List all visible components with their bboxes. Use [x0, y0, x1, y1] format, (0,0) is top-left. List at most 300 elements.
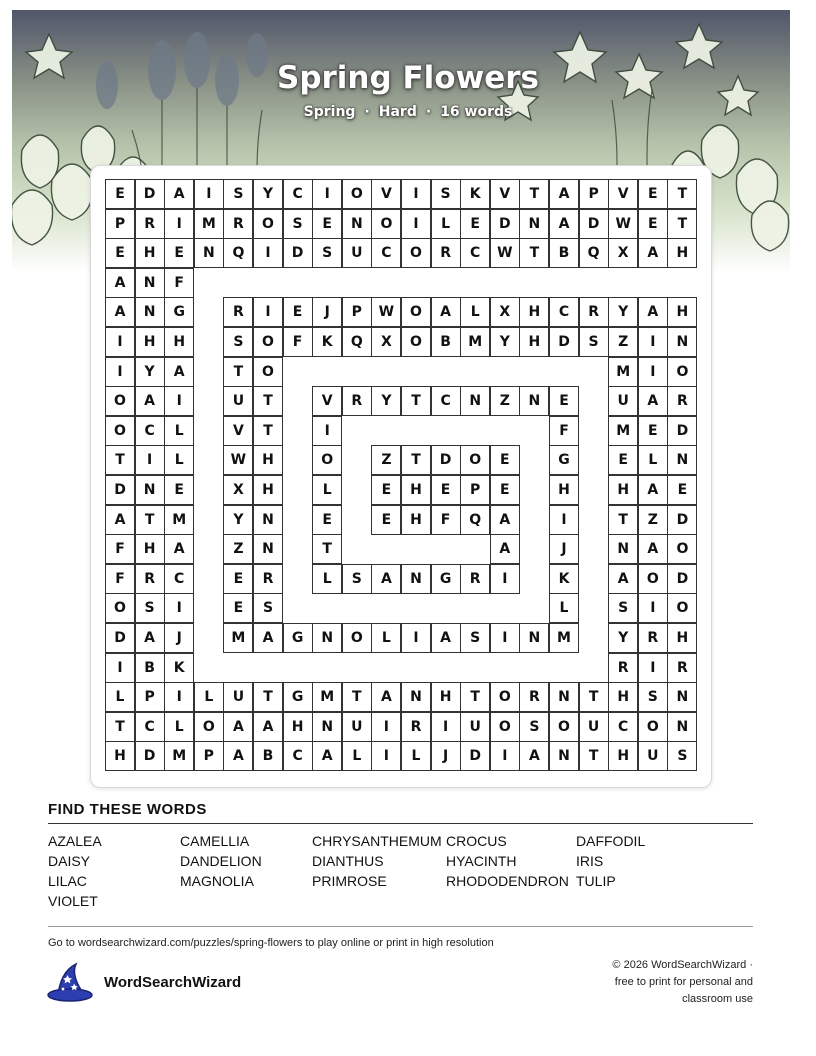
grid-cell[interactable]: O: [371, 209, 401, 239]
grid-cell[interactable]: R: [401, 712, 431, 742]
grid-cell[interactable]: I: [253, 297, 283, 327]
grid-cell[interactable]: K: [549, 564, 579, 594]
grid-cell[interactable]: O: [638, 712, 668, 742]
grid-cell[interactable]: A: [105, 268, 135, 298]
grid-cell[interactable]: U: [342, 238, 372, 268]
grid-cell[interactable]: C: [431, 386, 461, 416]
grid-cell[interactable]: D: [431, 445, 461, 475]
grid-cell[interactable]: H: [667, 623, 697, 653]
grid-cell[interactable]: Q: [460, 505, 490, 535]
grid-cell[interactable]: I: [401, 209, 431, 239]
grid-cell[interactable]: H: [253, 445, 283, 475]
grid-cell[interactable]: C: [608, 712, 638, 742]
grid-cell[interactable]: I: [164, 386, 194, 416]
grid-cell[interactable]: T: [401, 445, 431, 475]
grid-cell[interactable]: P: [135, 682, 165, 712]
grid-cell[interactable]: D: [135, 741, 165, 771]
grid-cell[interactable]: R: [135, 564, 165, 594]
grid-cell[interactable]: N: [460, 386, 490, 416]
grid-cell[interactable]: A: [371, 682, 401, 712]
grid-cell[interactable]: R: [638, 623, 668, 653]
grid-cell[interactable]: T: [135, 505, 165, 535]
grid-cell[interactable]: O: [460, 445, 490, 475]
grid-cell[interactable]: O: [253, 327, 283, 357]
grid-cell[interactable]: S: [283, 209, 313, 239]
grid-cell[interactable]: X: [223, 475, 253, 505]
grid-cell[interactable]: V: [371, 179, 401, 209]
grid-cell[interactable]: Q: [579, 238, 609, 268]
grid-cell[interactable]: N: [401, 682, 431, 712]
grid-cell[interactable]: A: [253, 712, 283, 742]
grid-cell[interactable]: S: [223, 327, 253, 357]
grid-cell[interactable]: B: [549, 238, 579, 268]
grid-cell[interactable]: D: [460, 741, 490, 771]
grid-cell[interactable]: D: [667, 416, 697, 446]
grid-cell[interactable]: F: [164, 268, 194, 298]
grid-cell[interactable]: A: [371, 564, 401, 594]
grid-cell[interactable]: A: [253, 623, 283, 653]
grid-cell[interactable]: V: [223, 416, 253, 446]
grid-cell[interactable]: I: [638, 653, 668, 683]
grid-cell[interactable]: R: [342, 386, 372, 416]
grid-cell[interactable]: E: [549, 386, 579, 416]
grid-cell[interactable]: T: [608, 505, 638, 535]
grid-cell[interactable]: T: [312, 534, 342, 564]
grid-cell[interactable]: O: [105, 416, 135, 446]
grid-cell[interactable]: L: [401, 741, 431, 771]
grid-cell[interactable]: T: [223, 357, 253, 387]
grid-cell[interactable]: Y: [223, 505, 253, 535]
grid-cell[interactable]: W: [223, 445, 253, 475]
grid-cell[interactable]: R: [579, 297, 609, 327]
grid-cell[interactable]: P: [579, 179, 609, 209]
grid-cell[interactable]: I: [371, 741, 401, 771]
grid-cell[interactable]: J: [312, 297, 342, 327]
grid-cell[interactable]: L: [431, 209, 461, 239]
grid-cell[interactable]: I: [490, 564, 520, 594]
grid-cell[interactable]: S: [253, 593, 283, 623]
grid-cell[interactable]: N: [312, 623, 342, 653]
grid-cell[interactable]: I: [638, 357, 668, 387]
grid-cell[interactable]: I: [164, 593, 194, 623]
grid-cell[interactable]: N: [401, 564, 431, 594]
grid-cell[interactable]: M: [608, 416, 638, 446]
grid-cell[interactable]: Y: [490, 327, 520, 357]
grid-cell[interactable]: P: [105, 209, 135, 239]
grid-cell[interactable]: H: [431, 682, 461, 712]
grid-cell[interactable]: R: [460, 564, 490, 594]
grid-cell[interactable]: A: [223, 712, 253, 742]
grid-cell[interactable]: T: [519, 179, 549, 209]
grid-cell[interactable]: H: [164, 327, 194, 357]
grid-cell[interactable]: E: [105, 179, 135, 209]
grid-cell[interactable]: O: [105, 593, 135, 623]
grid-cell[interactable]: K: [164, 653, 194, 683]
grid-cell[interactable]: N: [549, 741, 579, 771]
grid-cell[interactable]: G: [283, 623, 313, 653]
grid-cell[interactable]: E: [460, 209, 490, 239]
grid-cell[interactable]: N: [312, 712, 342, 742]
grid-cell[interactable]: I: [312, 416, 342, 446]
grid-cell[interactable]: A: [164, 357, 194, 387]
grid-cell[interactable]: L: [164, 416, 194, 446]
grid-cell[interactable]: T: [401, 386, 431, 416]
grid-cell[interactable]: A: [519, 741, 549, 771]
grid-cell[interactable]: C: [371, 238, 401, 268]
grid-cell[interactable]: T: [342, 682, 372, 712]
grid-cell[interactable]: E: [490, 445, 520, 475]
grid-cell[interactable]: N: [667, 327, 697, 357]
grid-cell[interactable]: S: [460, 623, 490, 653]
grid-cell[interactable]: C: [283, 741, 313, 771]
grid-cell[interactable]: A: [164, 179, 194, 209]
grid-cell[interactable]: L: [164, 445, 194, 475]
grid-cell[interactable]: T: [105, 712, 135, 742]
grid-cell[interactable]: L: [312, 475, 342, 505]
grid-cell[interactable]: N: [667, 712, 697, 742]
grid-cell[interactable]: E: [283, 297, 313, 327]
grid-cell[interactable]: F: [431, 505, 461, 535]
grid-cell[interactable]: G: [549, 445, 579, 475]
grid-cell[interactable]: A: [608, 564, 638, 594]
grid-cell[interactable]: A: [638, 297, 668, 327]
grid-cell[interactable]: M: [164, 741, 194, 771]
grid-cell[interactable]: A: [135, 386, 165, 416]
grid-cell[interactable]: M: [460, 327, 490, 357]
grid-cell[interactable]: D: [667, 505, 697, 535]
grid-cell[interactable]: L: [194, 682, 224, 712]
grid-cell[interactable]: N: [135, 297, 165, 327]
grid-cell[interactable]: L: [312, 564, 342, 594]
grid-cell[interactable]: J: [164, 623, 194, 653]
grid-cell[interactable]: H: [667, 238, 697, 268]
grid-cell[interactable]: N: [194, 238, 224, 268]
grid-cell[interactable]: L: [105, 682, 135, 712]
grid-cell[interactable]: A: [549, 179, 579, 209]
grid-cell[interactable]: O: [312, 445, 342, 475]
grid-cell[interactable]: I: [549, 505, 579, 535]
grid-cell[interactable]: F: [105, 564, 135, 594]
grid-cell[interactable]: A: [638, 238, 668, 268]
grid-cell[interactable]: I: [105, 357, 135, 387]
grid-cell[interactable]: A: [431, 297, 461, 327]
grid-cell[interactable]: D: [283, 238, 313, 268]
grid-cell[interactable]: R: [608, 653, 638, 683]
grid-cell[interactable]: C: [135, 416, 165, 446]
grid-cell[interactable]: E: [608, 445, 638, 475]
grid-cell[interactable]: V: [312, 386, 342, 416]
grid-cell[interactable]: M: [608, 357, 638, 387]
grid-cell[interactable]: U: [342, 712, 372, 742]
grid-cell[interactable]: A: [105, 297, 135, 327]
grid-cell[interactable]: W: [371, 297, 401, 327]
grid-cell[interactable]: S: [312, 238, 342, 268]
grid-cell[interactable]: I: [135, 445, 165, 475]
grid-cell[interactable]: H: [135, 238, 165, 268]
grid-cell[interactable]: O: [105, 386, 135, 416]
grid-cell[interactable]: I: [105, 653, 135, 683]
grid-cell[interactable]: M: [223, 623, 253, 653]
grid-cell[interactable]: F: [549, 416, 579, 446]
grid-cell[interactable]: A: [135, 623, 165, 653]
grid-cell[interactable]: I: [105, 327, 135, 357]
grid-cell[interactable]: U: [223, 386, 253, 416]
grid-cell[interactable]: O: [638, 564, 668, 594]
grid-cell[interactable]: N: [135, 475, 165, 505]
grid-cell[interactable]: R: [223, 209, 253, 239]
grid-cell[interactable]: E: [490, 475, 520, 505]
grid-cell[interactable]: E: [638, 416, 668, 446]
grid-cell[interactable]: N: [608, 534, 638, 564]
grid-cell[interactable]: M: [194, 209, 224, 239]
grid-cell[interactable]: S: [135, 593, 165, 623]
grid-cell[interactable]: N: [667, 445, 697, 475]
grid-cell[interactable]: I: [194, 179, 224, 209]
grid-cell[interactable]: F: [105, 534, 135, 564]
grid-cell[interactable]: G: [431, 564, 461, 594]
grid-cell[interactable]: H: [401, 475, 431, 505]
grid-cell[interactable]: H: [135, 327, 165, 357]
grid-cell[interactable]: T: [460, 682, 490, 712]
grid-cell[interactable]: D: [105, 475, 135, 505]
grid-cell[interactable]: E: [431, 475, 461, 505]
grid-cell[interactable]: P: [194, 741, 224, 771]
grid-cell[interactable]: C: [135, 712, 165, 742]
grid-cell[interactable]: N: [549, 682, 579, 712]
grid-cell[interactable]: T: [253, 386, 283, 416]
grid-cell[interactable]: A: [638, 386, 668, 416]
grid-cell[interactable]: X: [608, 238, 638, 268]
grid-cell[interactable]: I: [312, 179, 342, 209]
grid-cell[interactable]: I: [164, 209, 194, 239]
grid-cell[interactable]: D: [490, 209, 520, 239]
grid-cell[interactable]: H: [253, 475, 283, 505]
grid-cell[interactable]: K: [460, 179, 490, 209]
grid-cell[interactable]: H: [401, 505, 431, 535]
grid-cell[interactable]: X: [490, 297, 520, 327]
grid-cell[interactable]: M: [549, 623, 579, 653]
grid-cell[interactable]: H: [105, 741, 135, 771]
grid-cell[interactable]: A: [638, 534, 668, 564]
grid-cell[interactable]: D: [549, 327, 579, 357]
grid-cell[interactable]: I: [371, 712, 401, 742]
grid-cell[interactable]: Y: [135, 357, 165, 387]
grid-cell[interactable]: I: [490, 741, 520, 771]
grid-cell[interactable]: U: [223, 682, 253, 712]
grid-cell[interactable]: A: [105, 505, 135, 535]
brand-name[interactable]: WordSearchWizard: [104, 974, 242, 991]
grid-cell[interactable]: A: [223, 741, 253, 771]
grid-cell[interactable]: U: [460, 712, 490, 742]
grid-cell[interactable]: Z: [371, 445, 401, 475]
footer-link-text[interactable]: Go to wordsearchwizard.com/puzzles/spring-flowers to play online or print in high resolution: [48, 937, 494, 949]
grid-cell[interactable]: N: [135, 268, 165, 298]
grid-cell[interactable]: U: [579, 712, 609, 742]
grid-cell[interactable]: D: [105, 623, 135, 653]
grid-cell[interactable]: Z: [223, 534, 253, 564]
grid-cell[interactable]: A: [549, 209, 579, 239]
grid-cell[interactable]: U: [608, 386, 638, 416]
grid-cell[interactable]: E: [371, 505, 401, 535]
grid-cell[interactable]: T: [579, 682, 609, 712]
grid-cell[interactable]: I: [638, 593, 668, 623]
grid-cell[interactable]: O: [667, 357, 697, 387]
grid-cell[interactable]: A: [312, 741, 342, 771]
grid-cell[interactable]: T: [105, 445, 135, 475]
grid-cell[interactable]: B: [253, 741, 283, 771]
grid-cell[interactable]: I: [253, 238, 283, 268]
grid-cell[interactable]: T: [519, 238, 549, 268]
grid-cell[interactable]: X: [371, 327, 401, 357]
grid-cell[interactable]: G: [164, 297, 194, 327]
grid-cell[interactable]: E: [371, 475, 401, 505]
grid-cell[interactable]: O: [549, 712, 579, 742]
grid-cell[interactable]: F: [283, 327, 313, 357]
grid-cell[interactable]: Z: [638, 505, 668, 535]
grid-cell[interactable]: A: [490, 505, 520, 535]
grid-cell[interactable]: Y: [608, 297, 638, 327]
grid-cell[interactable]: H: [608, 741, 638, 771]
grid-cell[interactable]: E: [164, 238, 194, 268]
grid-cell[interactable]: S: [638, 682, 668, 712]
grid-cell[interactable]: T: [253, 682, 283, 712]
grid-cell[interactable]: O: [194, 712, 224, 742]
grid-cell[interactable]: Z: [608, 327, 638, 357]
grid-cell[interactable]: N: [519, 623, 549, 653]
grid-cell[interactable]: J: [431, 741, 461, 771]
grid-cell[interactable]: L: [549, 593, 579, 623]
grid-cell[interactable]: I: [638, 327, 668, 357]
grid-cell[interactable]: J: [549, 534, 579, 564]
grid-cell[interactable]: S: [667, 741, 697, 771]
grid-cell[interactable]: L: [371, 623, 401, 653]
grid-cell[interactable]: L: [164, 712, 194, 742]
grid-cell[interactable]: H: [608, 682, 638, 712]
grid-cell[interactable]: E: [638, 209, 668, 239]
grid-cell[interactable]: R: [223, 297, 253, 327]
grid-cell[interactable]: E: [312, 505, 342, 535]
grid-cell[interactable]: I: [490, 623, 520, 653]
grid-cell[interactable]: L: [342, 741, 372, 771]
grid-cell[interactable]: A: [431, 623, 461, 653]
grid-cell[interactable]: D: [579, 209, 609, 239]
grid-cell[interactable]: Q: [342, 327, 372, 357]
grid-cell[interactable]: T: [667, 209, 697, 239]
grid-cell[interactable]: R: [667, 653, 697, 683]
grid-cell[interactable]: T: [667, 179, 697, 209]
grid-cell[interactable]: C: [283, 179, 313, 209]
grid-cell[interactable]: S: [608, 593, 638, 623]
grid-cell[interactable]: H: [549, 475, 579, 505]
grid-cell[interactable]: L: [460, 297, 490, 327]
grid-cell[interactable]: Y: [371, 386, 401, 416]
grid-cell[interactable]: S: [431, 179, 461, 209]
grid-cell[interactable]: H: [283, 712, 313, 742]
grid-cell[interactable]: V: [490, 179, 520, 209]
grid-cell[interactable]: C: [460, 238, 490, 268]
grid-cell[interactable]: S: [223, 179, 253, 209]
grid-cell[interactable]: O: [667, 593, 697, 623]
grid-cell[interactable]: U: [638, 741, 668, 771]
grid-cell[interactable]: S: [579, 327, 609, 357]
grid-cell[interactable]: E: [223, 593, 253, 623]
grid-cell[interactable]: Q: [223, 238, 253, 268]
grid-cell[interactable]: W: [490, 238, 520, 268]
grid-cell[interactable]: A: [638, 475, 668, 505]
grid-cell[interactable]: A: [164, 534, 194, 564]
grid-cell[interactable]: S: [342, 564, 372, 594]
grid-cell[interactable]: E: [164, 475, 194, 505]
grid-cell[interactable]: Y: [253, 179, 283, 209]
grid-cell[interactable]: K: [312, 327, 342, 357]
grid-cell[interactable]: M: [312, 682, 342, 712]
grid-cell[interactable]: E: [223, 564, 253, 594]
grid-cell[interactable]: C: [164, 564, 194, 594]
grid-cell[interactable]: H: [519, 327, 549, 357]
grid-cell[interactable]: O: [253, 357, 283, 387]
grid-cell[interactable]: P: [342, 297, 372, 327]
grid-cell[interactable]: C: [549, 297, 579, 327]
grid-cell[interactable]: T: [253, 416, 283, 446]
grid-cell[interactable]: I: [164, 682, 194, 712]
grid-cell[interactable]: O: [667, 534, 697, 564]
grid-cell[interactable]: H: [608, 475, 638, 505]
grid-cell[interactable]: E: [312, 209, 342, 239]
grid-cell[interactable]: D: [667, 564, 697, 594]
grid-cell[interactable]: H: [519, 297, 549, 327]
grid-cell[interactable]: M: [164, 505, 194, 535]
grid-cell[interactable]: H: [135, 534, 165, 564]
grid-cell[interactable]: Y: [608, 623, 638, 653]
grid-cell[interactable]: O: [490, 712, 520, 742]
grid-cell[interactable]: N: [519, 209, 549, 239]
grid-cell[interactable]: S: [519, 712, 549, 742]
grid-cell[interactable]: T: [579, 741, 609, 771]
grid-cell[interactable]: G: [283, 682, 313, 712]
grid-cell[interactable]: O: [490, 682, 520, 712]
grid-cell[interactable]: E: [667, 475, 697, 505]
grid-cell[interactable]: H: [667, 297, 697, 327]
grid-cell[interactable]: D: [135, 179, 165, 209]
grid-cell[interactable]: N: [253, 534, 283, 564]
grid-cell[interactable]: E: [638, 179, 668, 209]
grid-cell[interactable]: I: [401, 179, 431, 209]
grid-cell[interactable]: B: [135, 653, 165, 683]
grid-cell[interactable]: N: [342, 209, 372, 239]
grid-cell[interactable]: I: [431, 712, 461, 742]
grid-cell[interactable]: L: [638, 445, 668, 475]
grid-cell[interactable]: N: [667, 682, 697, 712]
grid-cell[interactable]: O: [401, 327, 431, 357]
grid-cell[interactable]: B: [431, 327, 461, 357]
grid-cell[interactable]: O: [253, 209, 283, 239]
grid-cell[interactable]: O: [401, 238, 431, 268]
grid-cell[interactable]: O: [342, 623, 372, 653]
grid-cell[interactable]: R: [519, 682, 549, 712]
grid-cell[interactable]: R: [667, 386, 697, 416]
grid-cell[interactable]: R: [135, 209, 165, 239]
grid-cell[interactable]: V: [608, 179, 638, 209]
grid-cell[interactable]: A: [490, 534, 520, 564]
grid-cell[interactable]: E: [105, 238, 135, 268]
grid-cell[interactable]: I: [401, 623, 431, 653]
grid-cell[interactable]: P: [460, 475, 490, 505]
grid-cell[interactable]: W: [608, 209, 638, 239]
grid-cell[interactable]: R: [431, 238, 461, 268]
grid-cell[interactable]: O: [401, 297, 431, 327]
grid-cell[interactable]: N: [519, 386, 549, 416]
grid-cell[interactable]: N: [253, 505, 283, 535]
